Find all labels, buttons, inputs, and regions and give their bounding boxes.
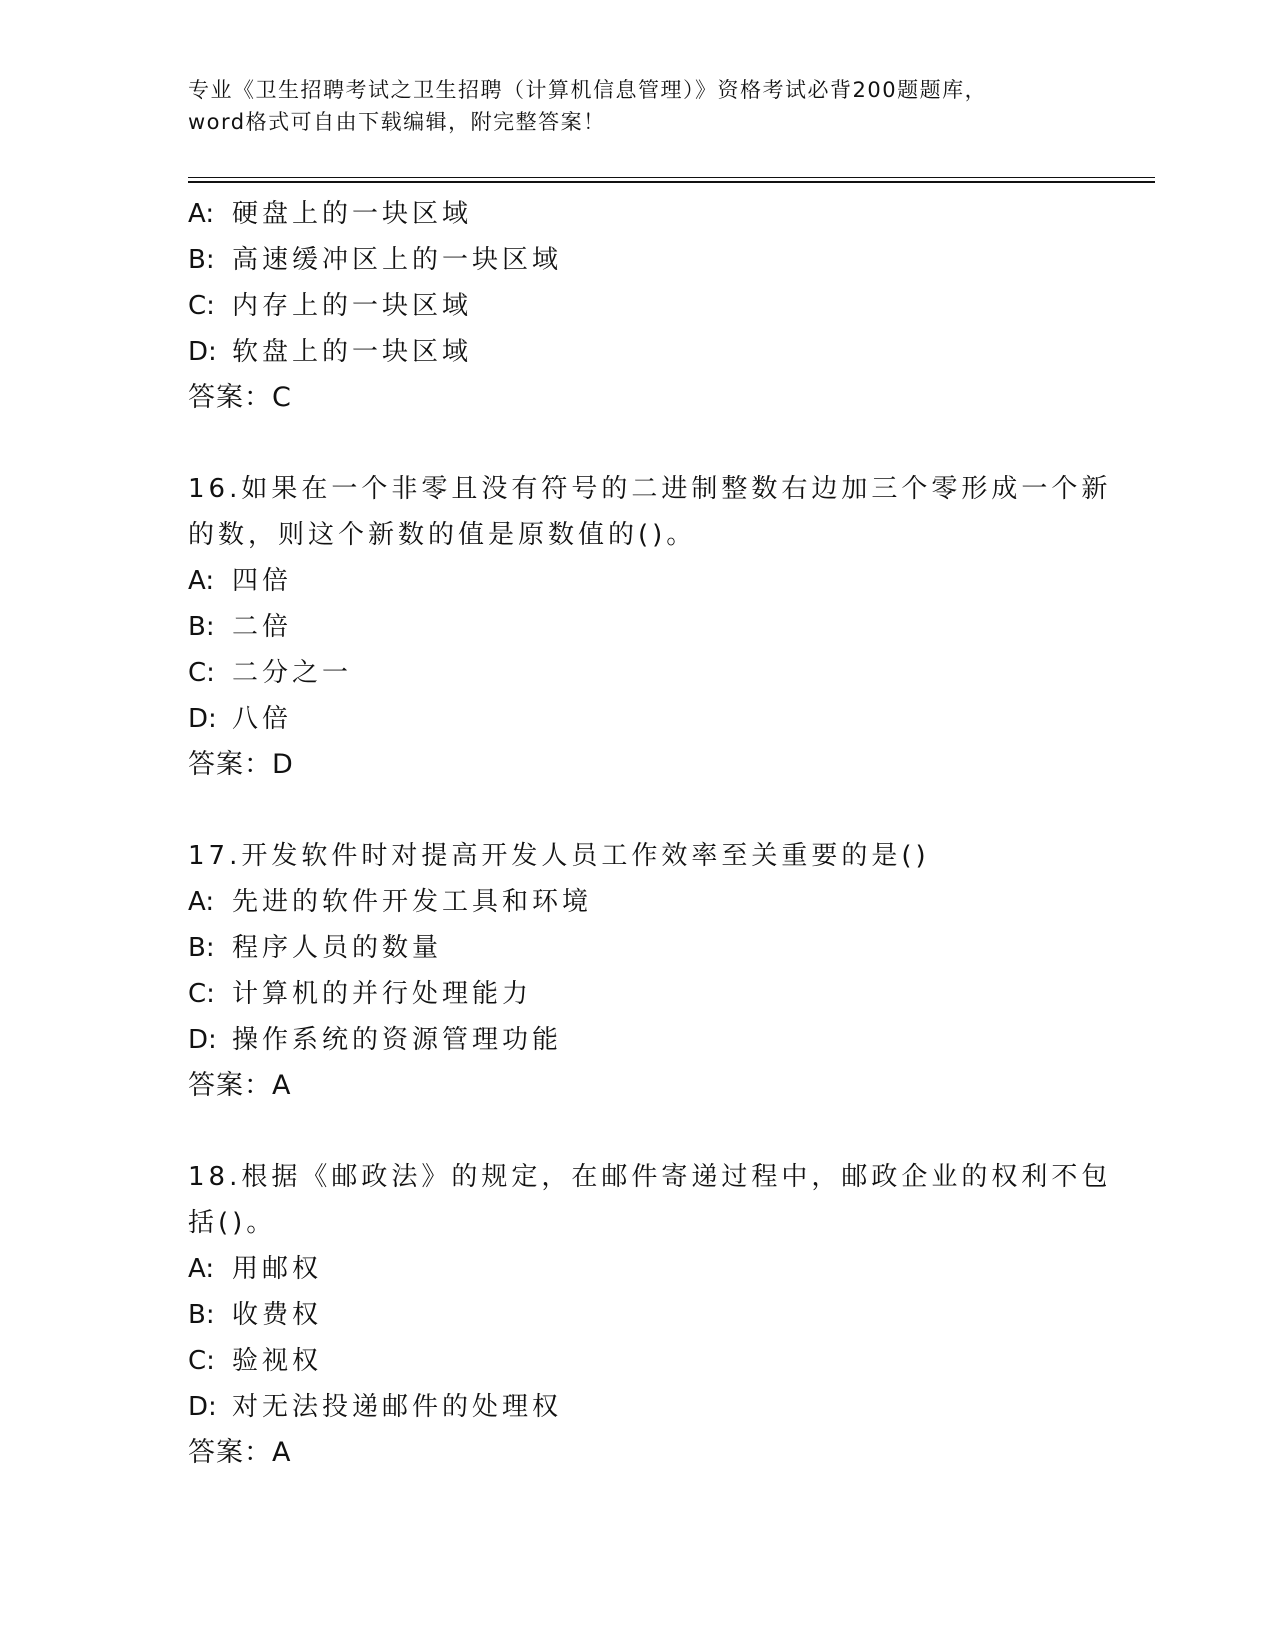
option-text: 验视权 [232, 1346, 323, 1376]
question-16 [188, 466, 1112, 788]
option-d [188, 696, 1088, 742]
spacer [188, 1109, 1088, 1154]
option-letter: D: [188, 1025, 217, 1055]
option-letter: C: [188, 658, 215, 688]
option-letter: A: [188, 887, 215, 917]
option-text: 内存上的一块区域 [232, 291, 473, 321]
question-stem-line: 16.如果在一个非零且没有符号的二进制整数右边加三个零形成一个新 [188, 474, 1112, 504]
option-d [188, 329, 1088, 375]
question-stem-line: 18.根据《邮政法》的规定，在邮件寄递过程中，邮政企业的权利不包 [188, 1162, 1112, 1192]
option-text: 计算机的并行处理能力 [232, 979, 533, 1009]
answer-line: 答案：D [188, 749, 294, 780]
header-line-2: word格式可自由下载编辑，附完整答案！ [188, 110, 606, 134]
option-text: 二分之一 [232, 658, 353, 688]
option-text: 四倍 [232, 566, 293, 596]
option-text: 高速缓冲区上的一块区域 [232, 245, 563, 275]
question-15 [188, 191, 1088, 421]
option-b [188, 925, 1088, 971]
option-letter: A: [188, 199, 215, 229]
option-c [188, 283, 1088, 329]
header-line-1: 专业《卫生招聘考试之卫生招聘（计算机信息管理）》资格考试必背200题题库， [188, 78, 988, 102]
option-text: 操作系统的资源管理功能 [232, 1025, 563, 1055]
option-text: 收费权 [232, 1300, 323, 1330]
header-rule-thin [188, 177, 1155, 178]
option-text: 先进的软件开发工具和环境 [232, 887, 593, 917]
option-text: 用邮权 [232, 1254, 323, 1284]
option-letter: D: [188, 704, 217, 734]
question-stem-line: 括()。 [188, 1208, 277, 1238]
option-d [188, 1017, 1088, 1063]
question-stem-line: 的数，则这个新数的值是原数值的()。 [188, 520, 697, 550]
option-letter: B: [188, 245, 215, 275]
answer-line: 答案：C [188, 382, 292, 413]
option-a [188, 1246, 1088, 1292]
spacer [188, 788, 1088, 833]
answer-line: 答案：A [188, 1070, 292, 1101]
option-text: 对无法投递邮件的处理权 [232, 1392, 563, 1422]
option-letter: C: [188, 1346, 215, 1376]
option-letter: B: [188, 933, 215, 963]
option-a [188, 191, 1088, 237]
question-list [188, 191, 1112, 1476]
option-c [188, 971, 1088, 1017]
spacer [188, 421, 1088, 466]
option-letter: C: [188, 979, 215, 1009]
option-letter: D: [188, 1392, 217, 1422]
option-a [188, 558, 1088, 604]
question-18 [188, 1154, 1112, 1476]
question-17 [188, 833, 1088, 1109]
option-letter: C: [188, 291, 215, 321]
answer-line: 答案：A [188, 1437, 292, 1468]
option-text: 软盘上的一块区域 [232, 337, 473, 367]
header-rule-thick [188, 181, 1155, 183]
question-stem-line: 17.开发软件时对提高开发人员工作效率至关重要的是() [188, 841, 930, 871]
option-letter: A: [188, 566, 215, 596]
option-text: 二倍 [232, 612, 293, 642]
option-letter: B: [188, 1300, 215, 1330]
option-a [188, 879, 1088, 925]
option-c [188, 650, 1088, 696]
option-letter: A: [188, 1254, 215, 1284]
option-d [188, 1384, 1088, 1430]
option-letter: D: [188, 337, 217, 367]
option-b [188, 1292, 1088, 1338]
option-b [188, 237, 1088, 283]
document-header [188, 74, 1068, 138]
option-b [188, 604, 1088, 650]
option-c [188, 1338, 1088, 1384]
option-letter: B: [188, 612, 215, 642]
option-text: 八倍 [232, 704, 293, 734]
option-text: 程序人员的数量 [232, 933, 443, 963]
option-text: 硬盘上的一块区域 [232, 199, 473, 229]
